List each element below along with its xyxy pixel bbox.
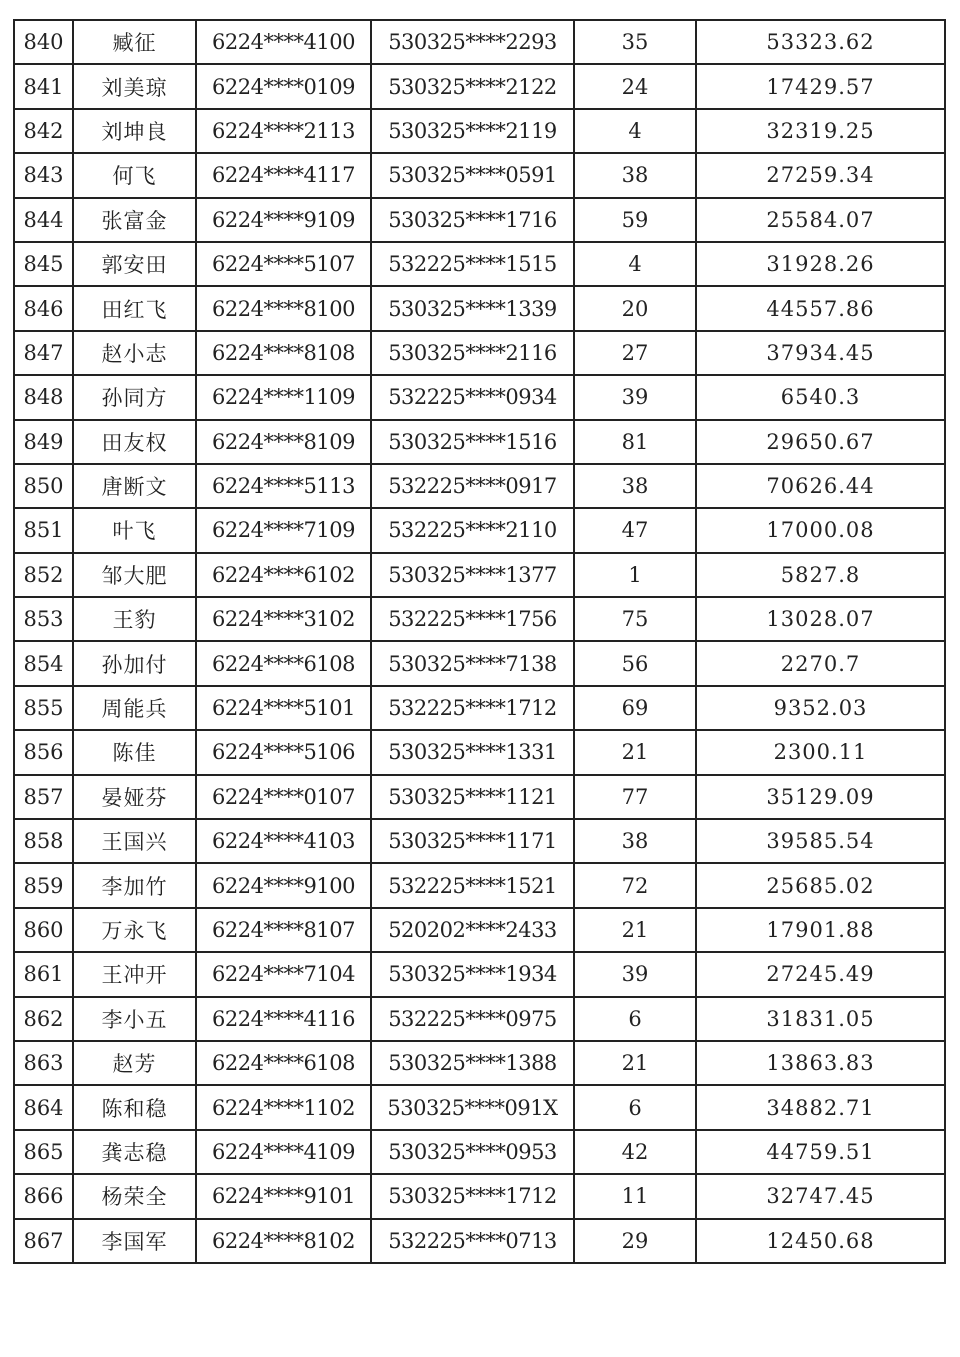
name-cell: 王冲开 [73, 952, 196, 996]
row-number-cell: 853 [14, 597, 73, 641]
count-cell: 77 [574, 775, 696, 819]
count-cell: 38 [574, 153, 696, 197]
name-cell: 陈和稳 [73, 1085, 196, 1129]
id-number-cell: 532225****2110 [371, 508, 574, 552]
table-row [14, 553, 945, 597]
name-cell: 田红飞 [73, 286, 196, 330]
id-number-cell: 530325****1934 [371, 952, 574, 996]
count-cell: 11 [574, 1174, 696, 1218]
id-number-cell: 530325****1716 [371, 198, 574, 242]
id-number-cell: 530325****1388 [371, 1041, 574, 1085]
amount-cell: 44557.86 [696, 286, 945, 330]
table-row [14, 597, 945, 641]
bank-card-number-cell: 6224****4116 [196, 997, 371, 1041]
bank-card-number-cell: 6224****8108 [196, 331, 371, 375]
row-number-cell: 856 [14, 730, 73, 774]
row-number-cell: 841 [14, 64, 73, 108]
amount-cell: 13028.07 [696, 597, 945, 641]
bank-card-number-cell: 6224****0109 [196, 64, 371, 108]
bank-card-number-cell: 6224****5101 [196, 686, 371, 730]
table-row [14, 1130, 945, 1174]
table-row [14, 952, 945, 996]
count-cell: 21 [574, 730, 696, 774]
count-cell: 21 [574, 1041, 696, 1085]
id-number-cell: 530325****1121 [371, 775, 574, 819]
amount-cell: 37934.45 [696, 331, 945, 375]
bank-card-number-cell: 6224****4117 [196, 153, 371, 197]
id-number-cell: 530325****1171 [371, 819, 574, 863]
amount-cell: 12450.68 [696, 1219, 945, 1263]
id-number-cell: 532225****1521 [371, 863, 574, 907]
name-cell: 杨荣全 [73, 1174, 196, 1218]
table-row [14, 908, 945, 952]
count-cell: 6 [574, 997, 696, 1041]
bank-card-number-cell: 6224****1109 [196, 375, 371, 419]
id-number-cell: 530325****2122 [371, 64, 574, 108]
row-number-cell: 843 [14, 153, 73, 197]
id-number-cell: 530325****7138 [371, 641, 574, 685]
name-cell: 李小五 [73, 997, 196, 1041]
count-cell: 1 [574, 553, 696, 597]
count-cell: 72 [574, 863, 696, 907]
count-cell: 20 [574, 286, 696, 330]
row-number-cell: 862 [14, 997, 73, 1041]
table-row [14, 153, 945, 197]
name-cell: 臧征 [73, 20, 196, 64]
id-number-cell: 530325****2293 [371, 20, 574, 64]
count-cell: 42 [574, 1130, 696, 1174]
bank-card-number-cell: 6224****7109 [196, 508, 371, 552]
name-cell: 陈佳 [73, 730, 196, 774]
row-number-cell: 846 [14, 286, 73, 330]
amount-cell: 13863.83 [696, 1041, 945, 1085]
count-cell: 38 [574, 464, 696, 508]
bank-card-number-cell: 6224****4109 [196, 1130, 371, 1174]
amount-cell: 2300.11 [696, 730, 945, 774]
table-row [14, 198, 945, 242]
bank-card-number-cell: 6224****4100 [196, 20, 371, 64]
name-cell: 郭安田 [73, 242, 196, 286]
table-row [14, 686, 945, 730]
id-number-cell: 530325****0953 [371, 1130, 574, 1174]
amount-cell: 2270.7 [696, 641, 945, 685]
amount-cell: 6540.3 [696, 375, 945, 419]
row-number-cell: 842 [14, 109, 73, 153]
table-row [14, 1085, 945, 1129]
row-number-cell: 864 [14, 1085, 73, 1129]
row-number-cell: 850 [14, 464, 73, 508]
id-number-cell: 530325****1516 [371, 420, 574, 464]
name-cell: 唐断文 [73, 464, 196, 508]
name-cell: 叶飞 [73, 508, 196, 552]
row-number-cell: 845 [14, 242, 73, 286]
count-cell: 4 [574, 242, 696, 286]
table-row [14, 775, 945, 819]
bank-card-number-cell: 6224****5107 [196, 242, 371, 286]
count-cell: 38 [574, 819, 696, 863]
amount-cell: 44759.51 [696, 1130, 945, 1174]
bank-card-number-cell: 6224****8109 [196, 420, 371, 464]
amount-cell: 53323.62 [696, 20, 945, 64]
count-cell: 81 [574, 420, 696, 464]
row-number-cell: 852 [14, 553, 73, 597]
count-cell: 4 [574, 109, 696, 153]
row-number-cell: 851 [14, 508, 73, 552]
name-cell: 万永飞 [73, 908, 196, 952]
amount-cell: 34882.71 [696, 1085, 945, 1129]
row-number-cell: 863 [14, 1041, 73, 1085]
bank-card-number-cell: 6224****9100 [196, 863, 371, 907]
amount-cell: 70626.44 [696, 464, 945, 508]
amount-cell: 39585.54 [696, 819, 945, 863]
name-cell: 刘美琼 [73, 64, 196, 108]
amount-cell: 9352.03 [696, 686, 945, 730]
row-number-cell: 854 [14, 641, 73, 685]
table-row [14, 64, 945, 108]
bank-card-number-cell: 6224****0107 [196, 775, 371, 819]
id-number-cell: 532225****1712 [371, 686, 574, 730]
row-number-cell: 865 [14, 1130, 73, 1174]
id-number-cell: 532225****0713 [371, 1219, 574, 1263]
amount-cell: 17000.08 [696, 508, 945, 552]
table-row [14, 508, 945, 552]
row-number-cell: 849 [14, 420, 73, 464]
name-cell: 何飞 [73, 153, 196, 197]
amount-cell: 32319.25 [696, 109, 945, 153]
table-row [14, 242, 945, 286]
count-cell: 56 [574, 641, 696, 685]
table-body [14, 20, 945, 1263]
name-cell: 晏娅芬 [73, 775, 196, 819]
row-number-cell: 861 [14, 952, 73, 996]
name-cell: 周能兵 [73, 686, 196, 730]
table-row [14, 1219, 945, 1263]
row-number-cell: 867 [14, 1219, 73, 1263]
bank-card-number-cell: 6224****6102 [196, 553, 371, 597]
row-number-cell: 844 [14, 198, 73, 242]
bank-card-number-cell: 6224****8107 [196, 908, 371, 952]
table-row [14, 641, 945, 685]
bank-card-number-cell: 6224****4103 [196, 819, 371, 863]
count-cell: 47 [574, 508, 696, 552]
id-number-cell: 530325****1339 [371, 286, 574, 330]
amount-cell: 27245.49 [696, 952, 945, 996]
id-number-cell: 530325****091X [371, 1085, 574, 1129]
id-number-cell: 530325****1377 [371, 553, 574, 597]
row-number-cell: 858 [14, 819, 73, 863]
row-number-cell: 848 [14, 375, 73, 419]
amount-cell: 27259.34 [696, 153, 945, 197]
count-cell: 29 [574, 1219, 696, 1263]
count-cell: 27 [574, 331, 696, 375]
count-cell: 39 [574, 952, 696, 996]
table-row [14, 730, 945, 774]
table-row [14, 863, 945, 907]
name-cell: 孙加付 [73, 641, 196, 685]
count-cell: 69 [574, 686, 696, 730]
table-row [14, 1041, 945, 1085]
bank-card-number-cell: 6224****9101 [196, 1174, 371, 1218]
amount-cell: 25685.02 [696, 863, 945, 907]
id-number-cell: 532225****1756 [371, 597, 574, 641]
name-cell: 王国兴 [73, 819, 196, 863]
amount-cell: 35129.09 [696, 775, 945, 819]
id-number-cell: 532225****0975 [371, 997, 574, 1041]
amount-cell: 17901.88 [696, 908, 945, 952]
bank-card-number-cell: 6224****7104 [196, 952, 371, 996]
id-number-cell: 530325****1712 [371, 1174, 574, 1218]
table-row [14, 997, 945, 1041]
id-number-cell: 530325****1331 [371, 730, 574, 774]
table-row [14, 1174, 945, 1218]
amount-cell: 29650.67 [696, 420, 945, 464]
name-cell: 张富金 [73, 198, 196, 242]
amount-cell: 31928.26 [696, 242, 945, 286]
row-number-cell: 859 [14, 863, 73, 907]
count-cell: 24 [574, 64, 696, 108]
name-cell: 邹大肥 [73, 553, 196, 597]
data-table [13, 19, 946, 1264]
row-number-cell: 857 [14, 775, 73, 819]
row-number-cell: 860 [14, 908, 73, 952]
amount-cell: 17429.57 [696, 64, 945, 108]
bank-card-number-cell: 6224****5106 [196, 730, 371, 774]
table-row [14, 464, 945, 508]
row-number-cell: 840 [14, 20, 73, 64]
table-row [14, 286, 945, 330]
bank-card-number-cell: 6224****1102 [196, 1085, 371, 1129]
id-number-cell: 530325****2116 [371, 331, 574, 375]
table-row [14, 20, 945, 64]
amount-cell: 32747.45 [696, 1174, 945, 1218]
bank-card-number-cell: 6224****6108 [196, 1041, 371, 1085]
table-row [14, 375, 945, 419]
bank-card-number-cell: 6224****8102 [196, 1219, 371, 1263]
row-number-cell: 855 [14, 686, 73, 730]
table-row [14, 331, 945, 375]
bank-card-number-cell: 6224****3102 [196, 597, 371, 641]
name-cell: 孙同方 [73, 375, 196, 419]
table-row [14, 420, 945, 464]
row-number-cell: 847 [14, 331, 73, 375]
table-row [14, 819, 945, 863]
count-cell: 6 [574, 1085, 696, 1129]
id-number-cell: 532225****1515 [371, 242, 574, 286]
row-number-cell: 866 [14, 1174, 73, 1218]
bank-card-number-cell: 6224****8100 [196, 286, 371, 330]
table-row [14, 109, 945, 153]
amount-cell: 31831.05 [696, 997, 945, 1041]
name-cell: 龚志稳 [73, 1130, 196, 1174]
id-number-cell: 532225****0934 [371, 375, 574, 419]
name-cell: 赵芳 [73, 1041, 196, 1085]
count-cell: 35 [574, 20, 696, 64]
id-number-cell: 532225****0917 [371, 464, 574, 508]
name-cell: 赵小志 [73, 331, 196, 375]
name-cell: 田友权 [73, 420, 196, 464]
id-number-cell: 530325****2119 [371, 109, 574, 153]
name-cell: 王豹 [73, 597, 196, 641]
name-cell: 刘坤良 [73, 109, 196, 153]
id-number-cell: 530325****0591 [371, 153, 574, 197]
count-cell: 59 [574, 198, 696, 242]
count-cell: 21 [574, 908, 696, 952]
count-cell: 39 [574, 375, 696, 419]
name-cell: 李国军 [73, 1219, 196, 1263]
amount-cell: 5827.8 [696, 553, 945, 597]
id-number-cell: 520202****2433 [371, 908, 574, 952]
bank-card-number-cell: 6224****6108 [196, 641, 371, 685]
bank-card-number-cell: 6224****5113 [196, 464, 371, 508]
amount-cell: 25584.07 [696, 198, 945, 242]
count-cell: 75 [574, 597, 696, 641]
bank-card-number-cell: 6224****2113 [196, 109, 371, 153]
name-cell: 李加竹 [73, 863, 196, 907]
bank-card-number-cell: 6224****9109 [196, 198, 371, 242]
